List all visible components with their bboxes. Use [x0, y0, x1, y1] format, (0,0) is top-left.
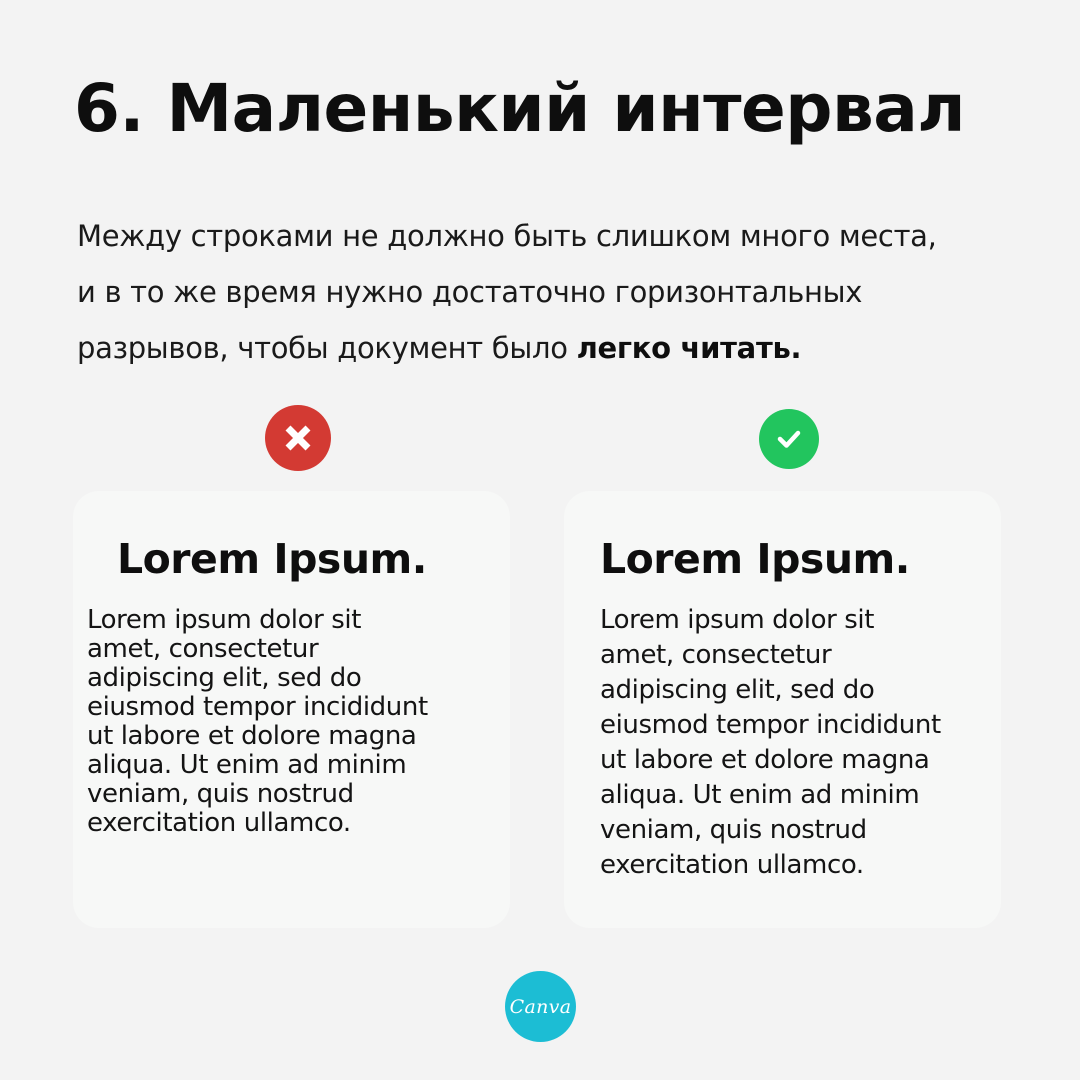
bad-card-body: Lorem ipsum dolor sit amet, consectetur adipiscing elit, sed do eiusmod tempor incididunt ut labore et dolore magna aliqua. Ut enim ad minim veniam, quis nostrud exercitation ullamco.: [87, 605, 428, 838]
page-title: 6. Маленький интервал: [74, 70, 966, 147]
bad-card-title: Lorem Ipsum.: [117, 535, 427, 583]
intro-bold-text: легко читать.: [576, 331, 802, 365]
intro-line: Между строками не должно быть слишком много места,: [77, 219, 937, 253]
intro-line: [77, 320, 1037, 376]
bad-example-card: [73, 491, 510, 928]
check-icon: [759, 409, 819, 469]
canva-logo: Canva: [505, 971, 576, 1042]
intro-line: и в то же время нужно достаточно горизонтальных: [77, 275, 863, 309]
cross-icon-glyph: [282, 422, 314, 454]
good-card-title: Lorem Ipsum.: [600, 535, 910, 583]
good-card-body: Lorem ipsum dolor sit amet, consectetur adipiscing elit, sed do eiusmod tempor incididunt ut labore et dolore magna aliqua. Ut enim ad minim veniam, quis nostrud exercitation ullamco.: [600, 605, 941, 880]
good-example-card: [564, 491, 1001, 928]
check-icon-glyph: [774, 424, 804, 454]
intro-regular-text: разрывов, чтобы документ было: [77, 331, 577, 365]
cross-icon: [265, 405, 331, 471]
intro-text: [77, 208, 1037, 376]
